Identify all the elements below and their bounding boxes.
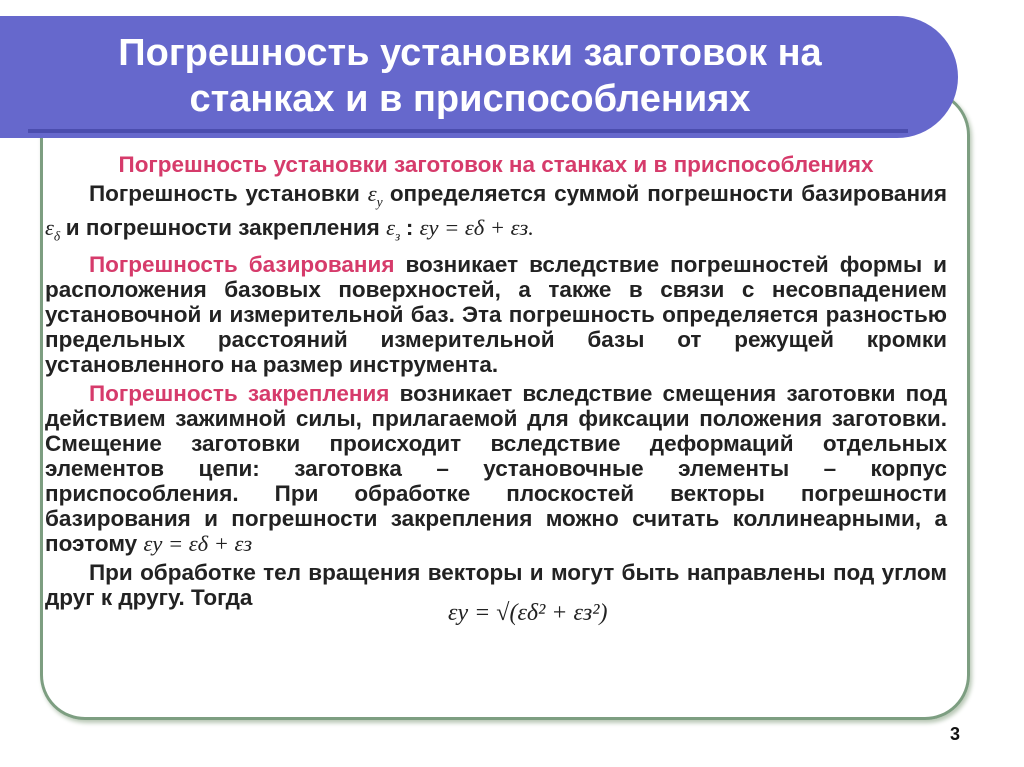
epsilon-delta-symbol: $\varepsilon_\delta$: [45, 214, 61, 243]
term-base-error: Погрешность базирования: [89, 252, 395, 277]
paragraph-1-a: Погрешность установки: [89, 181, 360, 206]
slide-subtitle: Погрешность установки заготовок на станках и в приспособлениях: [118, 152, 874, 177]
slide-title: [30, 30, 910, 122]
paragraph-3-text: возникает вследствие смещения заготовки под действием зажимной силы, прилагаемой для фиксации положения заготовки. Смещение заготовки происходит вследствие деформаций отдельных элементов цепи: заготовка – установочные элементы – корпус приспособления. При обработке плоскостей векторы погрешности базирования и погрешности закрепления можно считать коллинеарными, а поэтому: [45, 381, 947, 556]
paragraph-3: [45, 381, 947, 556]
title-underline: [28, 129, 908, 133]
paragraph-1: Погрешность установки $\varepsilon_у$ определяется суммой погрешности базирования $\varepsilon_\delta$ и погрешности закрепления $\varepsilon_з$ : εу = εδ + εз.: [45, 181, 947, 243]
paragraph-4-text: При обработке тел вращения векторы и могут быть направлены под углом друг к другу. Тогда: [45, 560, 947, 610]
paragraph-1-b: определяется суммой погрешности базирования: [389, 181, 947, 206]
root-sum-formula: εу = √(εδ² + εз²): [448, 600, 608, 626]
paragraph-2-text: возникает вследствие погрешностей формы и расположения базовых поверхностей, а также в связи с несовпадением установочной и измерительной баз. Эта погрешность определяется разностью предельных расстояний измерительной базы от режущей кромки установленного на размер инструмента.: [45, 252, 947, 377]
sum-formula-inline: εу = εδ + εз.: [419, 214, 534, 240]
paragraph-1-c: и погрешности закрепления: [65, 214, 380, 240]
slide-title-line1: Погрешность установки заготовок на: [118, 32, 822, 74]
term-clamp-error: Погрешность закрепления: [89, 381, 390, 406]
paragraph-2: [45, 252, 947, 377]
slide-title-line2: станках и в приспособлениях: [189, 78, 751, 120]
slide-body: [45, 152, 947, 614]
epsilon-u-symbol: $\varepsilon_у$: [367, 181, 383, 210]
epsilon-z-symbol: $\varepsilon_з$: [386, 214, 401, 243]
page-number: 3: [950, 724, 961, 744]
collinear-formula: εу = εδ + εз: [143, 531, 253, 556]
title-banner: [0, 16, 958, 138]
